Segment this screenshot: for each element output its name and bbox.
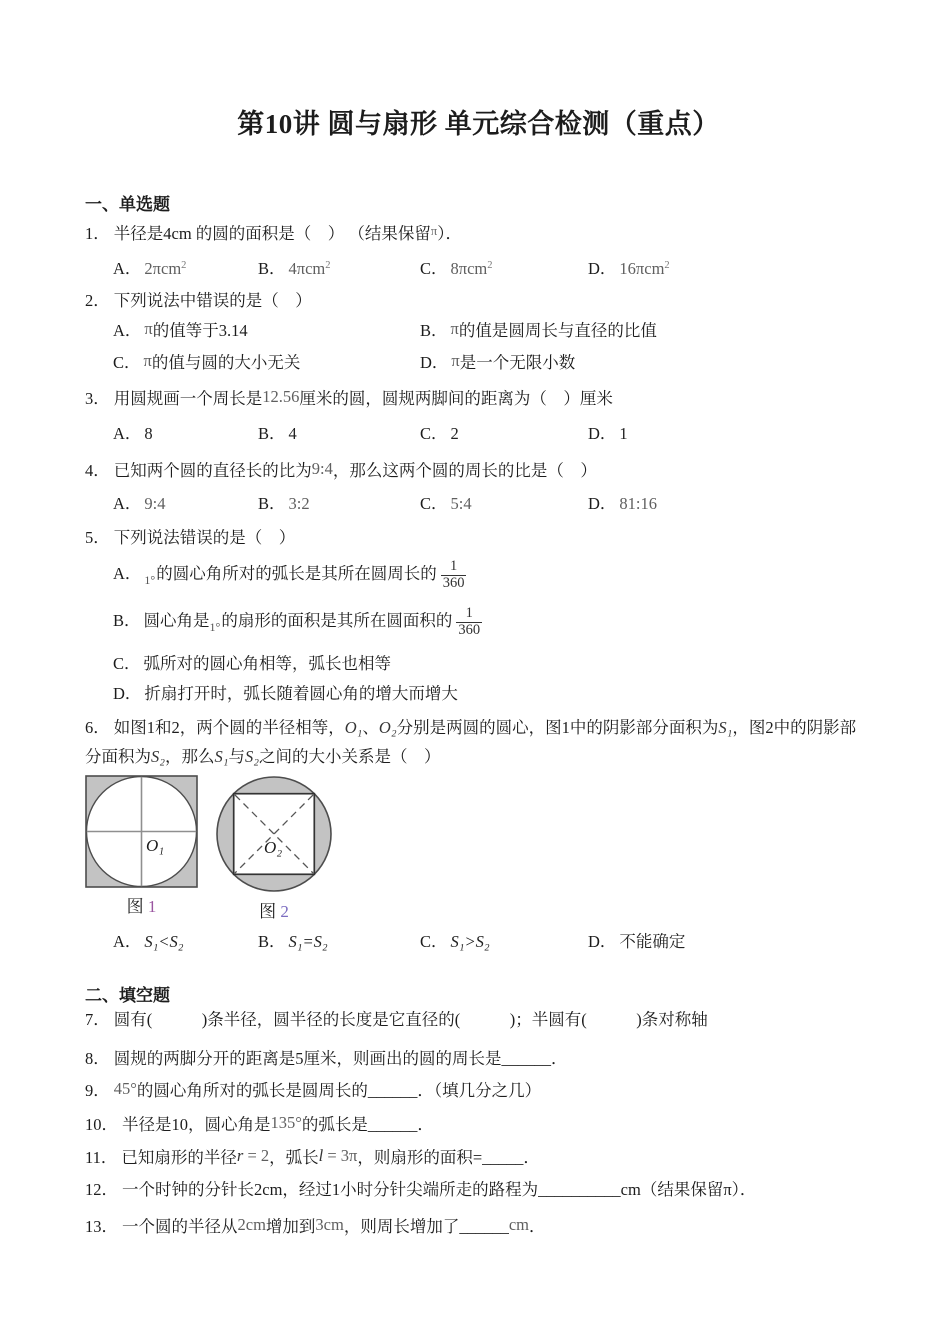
question-10 (85, 1112, 872, 1136)
question-text: ，则周长增加了______ (343, 1216, 509, 1236)
question-text: 已知扇形的半径 (121, 1147, 237, 1167)
figure-1-label (85, 897, 198, 917)
pi-symbol: π (430, 224, 438, 238)
option-d (588, 423, 872, 445)
option-text: 是一个无限小数 (459, 353, 576, 372)
option-a (113, 255, 258, 280)
question-12 (85, 1179, 872, 1201)
option-text: 的扇形的面积是其所在圆面积的 (221, 611, 453, 631)
center-label-o2: O₂ (264, 837, 283, 857)
option-d (588, 493, 872, 515)
question-5 (85, 527, 872, 549)
option-value: 4 (288, 424, 297, 443)
option-value: S₁>S₂ (450, 931, 490, 951)
math-value: 45° (113, 1078, 137, 1098)
fraction (456, 606, 482, 639)
option-label: A． (113, 321, 142, 340)
option-label: D． (113, 683, 142, 703)
option-label: C． (420, 931, 448, 951)
question-text: 的圆心角所对的弧长是圆周长的______．（填几分之几） (136, 1080, 542, 1100)
question-4 (85, 458, 872, 482)
question-text: ）． (437, 224, 462, 243)
question-6 (85, 713, 872, 771)
option-label: D． (588, 931, 617, 951)
option-a (113, 318, 420, 342)
option-b (258, 931, 420, 953)
option-d (588, 255, 872, 280)
option-a (113, 493, 258, 515)
subscript-angle: 1° (144, 573, 156, 588)
figure-2-label (215, 902, 333, 922)
question-11 (85, 1145, 872, 1169)
subscript-angle: 1° (209, 620, 221, 635)
question-text: 圆有( )条半径，圆半径的长度是它直径的( )；半圆有( )条对称轴 (113, 1009, 708, 1029)
question-text: 、 (362, 717, 379, 737)
option-label: C． (420, 494, 448, 513)
question-text: 增加到 (265, 1216, 316, 1236)
fraction-numerator: 1 (456, 606, 482, 623)
question-4-options (85, 493, 872, 515)
question-text: 分别是两圆的圆心，图1中的阴影部分面积为 (396, 717, 719, 737)
option-label: B． (258, 931, 286, 951)
option-text: 的值与圆的大小无关 (151, 353, 301, 372)
question-3 (85, 386, 872, 410)
option-value: S₁=S₂ (288, 931, 328, 951)
superscript: 2 (181, 260, 187, 271)
option-label: B． (258, 259, 286, 278)
pi-symbol: π (144, 319, 153, 338)
math-value: 3cm (315, 1214, 344, 1234)
question-text: 已知两个圆的直径长的比为 (113, 461, 312, 480)
math-symbol: S₁ (718, 717, 733, 737)
figure-label-number: 1 (143, 896, 157, 916)
figure-2 (215, 775, 333, 922)
option-label: A． (113, 931, 142, 951)
question-number: 4． (85, 461, 110, 480)
option-b (258, 423, 420, 445)
option-value: 4πcm (288, 259, 326, 278)
section-1-heading: 一、单选题 (85, 195, 170, 214)
math-symbol: S₂ (245, 746, 259, 766)
question-text: 圆规的两脚分开的距离是5厘米，则画出的圆的周长是______． (113, 1048, 568, 1068)
question-text: 下列说法中错误的是（ ） (113, 291, 312, 310)
question-number: 6． (85, 717, 110, 737)
question-number: 8． (85, 1048, 110, 1068)
question-6-figures (85, 775, 872, 922)
option-text: 弧所对的圆心角相等，弧长也相等 (143, 653, 392, 673)
option-label: A． (113, 424, 142, 443)
question-5-option-d (85, 683, 872, 705)
option-value: 16πcm (619, 259, 665, 278)
math-variable-r: r (236, 1145, 244, 1165)
math-symbol: S₁ (214, 746, 229, 766)
option-label: B． (258, 494, 286, 513)
question-7 (85, 1009, 872, 1031)
question-5-option-c (85, 653, 872, 675)
question-number: 5． (85, 528, 110, 547)
option-text: 的圆心角所对的弧长是其所在圆周长的 (156, 564, 437, 584)
figure-label-zi: 图 (126, 896, 144, 916)
fraction (441, 559, 467, 592)
option-a (113, 423, 258, 445)
option-label: A． (113, 494, 142, 513)
option-label: B． (113, 611, 141, 631)
question-13 (85, 1214, 872, 1238)
question-text: ，那么 (165, 746, 215, 766)
fraction-numerator: 1 (441, 559, 467, 576)
option-b (258, 255, 420, 280)
question-number: 3． (85, 389, 110, 408)
math-symbol: S₂ (151, 746, 165, 766)
option-d (588, 931, 872, 953)
option-text: 的值等于3.14 (152, 321, 248, 340)
figure-label-number: 2 (276, 901, 289, 921)
question-6-options (85, 931, 872, 953)
figure-2-diagram (215, 775, 333, 893)
question-text: 半径是4cm 的圆的面积是（ ） （结果保留 (113, 224, 431, 243)
math-symbol: O₁ (344, 717, 363, 737)
question-text: 下列说法错误的是（ ） (113, 528, 296, 547)
option-label: C． (113, 353, 141, 372)
math-symbol: O₂ (378, 717, 397, 737)
question-2-options-row2 (85, 350, 872, 374)
question-text: 用圆规画一个周长是 (113, 389, 263, 408)
question-3-options (85, 423, 872, 445)
pi-symbol: π (451, 351, 460, 370)
option-value: 2 (450, 424, 459, 443)
pi-symbol: π (450, 319, 459, 338)
question-2-options-row1 (85, 318, 872, 342)
question-text: 一个圆的半径从 (122, 1216, 238, 1236)
option-value: 9:4 (144, 494, 166, 513)
fraction-denominator: 360 (442, 574, 465, 591)
option-label: C． (420, 259, 448, 278)
option-d (420, 350, 872, 374)
option-b (258, 493, 420, 515)
question-8 (85, 1048, 872, 1070)
option-value: 5:4 (450, 494, 472, 513)
math-variable-l: l (318, 1145, 324, 1165)
option-label: D． (588, 424, 617, 443)
option-text: 折扇打开时，弧长随着圆心角的增大而增大 (144, 683, 458, 703)
option-c (113, 350, 420, 374)
question-number: 1． (85, 224, 110, 243)
fraction-denominator: 360 (458, 621, 481, 638)
option-text: 的值是圆周长与直径的比值 (458, 321, 657, 340)
question-9 (85, 1078, 872, 1102)
math-value: 12.56 (262, 387, 300, 406)
option-value: 8 (144, 424, 153, 443)
math-value: = 3π (323, 1145, 358, 1165)
question-number: 12． (85, 1179, 118, 1199)
question-number: 7． (85, 1009, 110, 1029)
option-b (420, 318, 872, 342)
math-value: 2cm (237, 1214, 266, 1234)
question-number: 2． (85, 291, 110, 310)
question-1-options (85, 255, 872, 280)
question-text: ，则扇形的面积=_____． (357, 1147, 540, 1167)
pi-symbol: π (143, 351, 152, 370)
option-value: 1 (619, 424, 628, 443)
superscript: 2 (664, 260, 670, 271)
question-1 (85, 220, 872, 245)
question-number: 13． (85, 1216, 118, 1236)
question-text: ，弧长 (269, 1147, 319, 1167)
section-2-heading: 二、填空题 (85, 985, 170, 1005)
option-value: 不能确定 (619, 931, 686, 951)
option-value: 3:2 (288, 494, 310, 513)
question-text: 的弧长是______． (301, 1114, 434, 1134)
option-label: C． (420, 424, 448, 443)
option-c (420, 423, 588, 445)
option-a (113, 931, 258, 953)
option-label: D． (420, 353, 449, 372)
figure-1-diagram (85, 775, 198, 888)
option-label: A． (113, 564, 142, 584)
math-unit: cm (508, 1214, 530, 1234)
option-label: D． (588, 259, 617, 278)
option-label: B． (420, 321, 448, 340)
option-label: C． (113, 653, 141, 673)
question-5-option-a (85, 559, 872, 592)
superscript: 2 (487, 260, 493, 271)
option-value: S₁<S₂ (144, 931, 184, 951)
question-text: 厘米的圆，圆规两脚间的距离为（ ）厘米 (299, 389, 613, 408)
question-text: 半径是10，圆心角是 (122, 1114, 271, 1134)
question-2 (85, 290, 872, 312)
option-label: B． (258, 424, 286, 443)
option-label: A． (113, 259, 142, 278)
question-text: ，图2中的阴影部分面积为 (85, 717, 857, 766)
superscript: 2 (325, 260, 331, 271)
question-number: 10． (85, 1114, 118, 1134)
question-text: ． (529, 1216, 546, 1236)
math-value: 135° (270, 1112, 302, 1132)
figure-label-zi: 图 (259, 901, 277, 921)
math-value: = 2 (243, 1145, 270, 1165)
figure-1 (85, 775, 198, 917)
question-number: 9． (85, 1080, 110, 1100)
question-text: 一个时钟的分针长2cm，经过1小时分针尖端所走的路程为__________cm（结果保留π）． (122, 1179, 757, 1199)
question-text: 之间的大小关系是（ ） (259, 746, 441, 766)
question-text: ，那么这两个圆的周长的比是（ ） (332, 461, 597, 480)
option-c (420, 255, 588, 280)
option-value: 81:16 (619, 494, 658, 513)
option-label: D． (588, 494, 617, 513)
option-value: 8πcm (450, 259, 488, 278)
math-value: 9:4 (311, 459, 333, 478)
question-5-option-b (85, 606, 872, 639)
option-c (420, 493, 588, 515)
doc-title: 第10讲 圆与扇形 单元综合检测（重点） (237, 109, 720, 139)
question-text: 如图1和2，两个圆的半径相等， (113, 717, 345, 737)
option-value: 2πcm (144, 259, 182, 278)
question-text: 与 (228, 746, 245, 766)
option-text: 圆心角是 (143, 611, 210, 631)
center-label-o1: O₁ (146, 835, 165, 855)
question-number: 11． (85, 1147, 118, 1167)
option-c (420, 931, 588, 953)
